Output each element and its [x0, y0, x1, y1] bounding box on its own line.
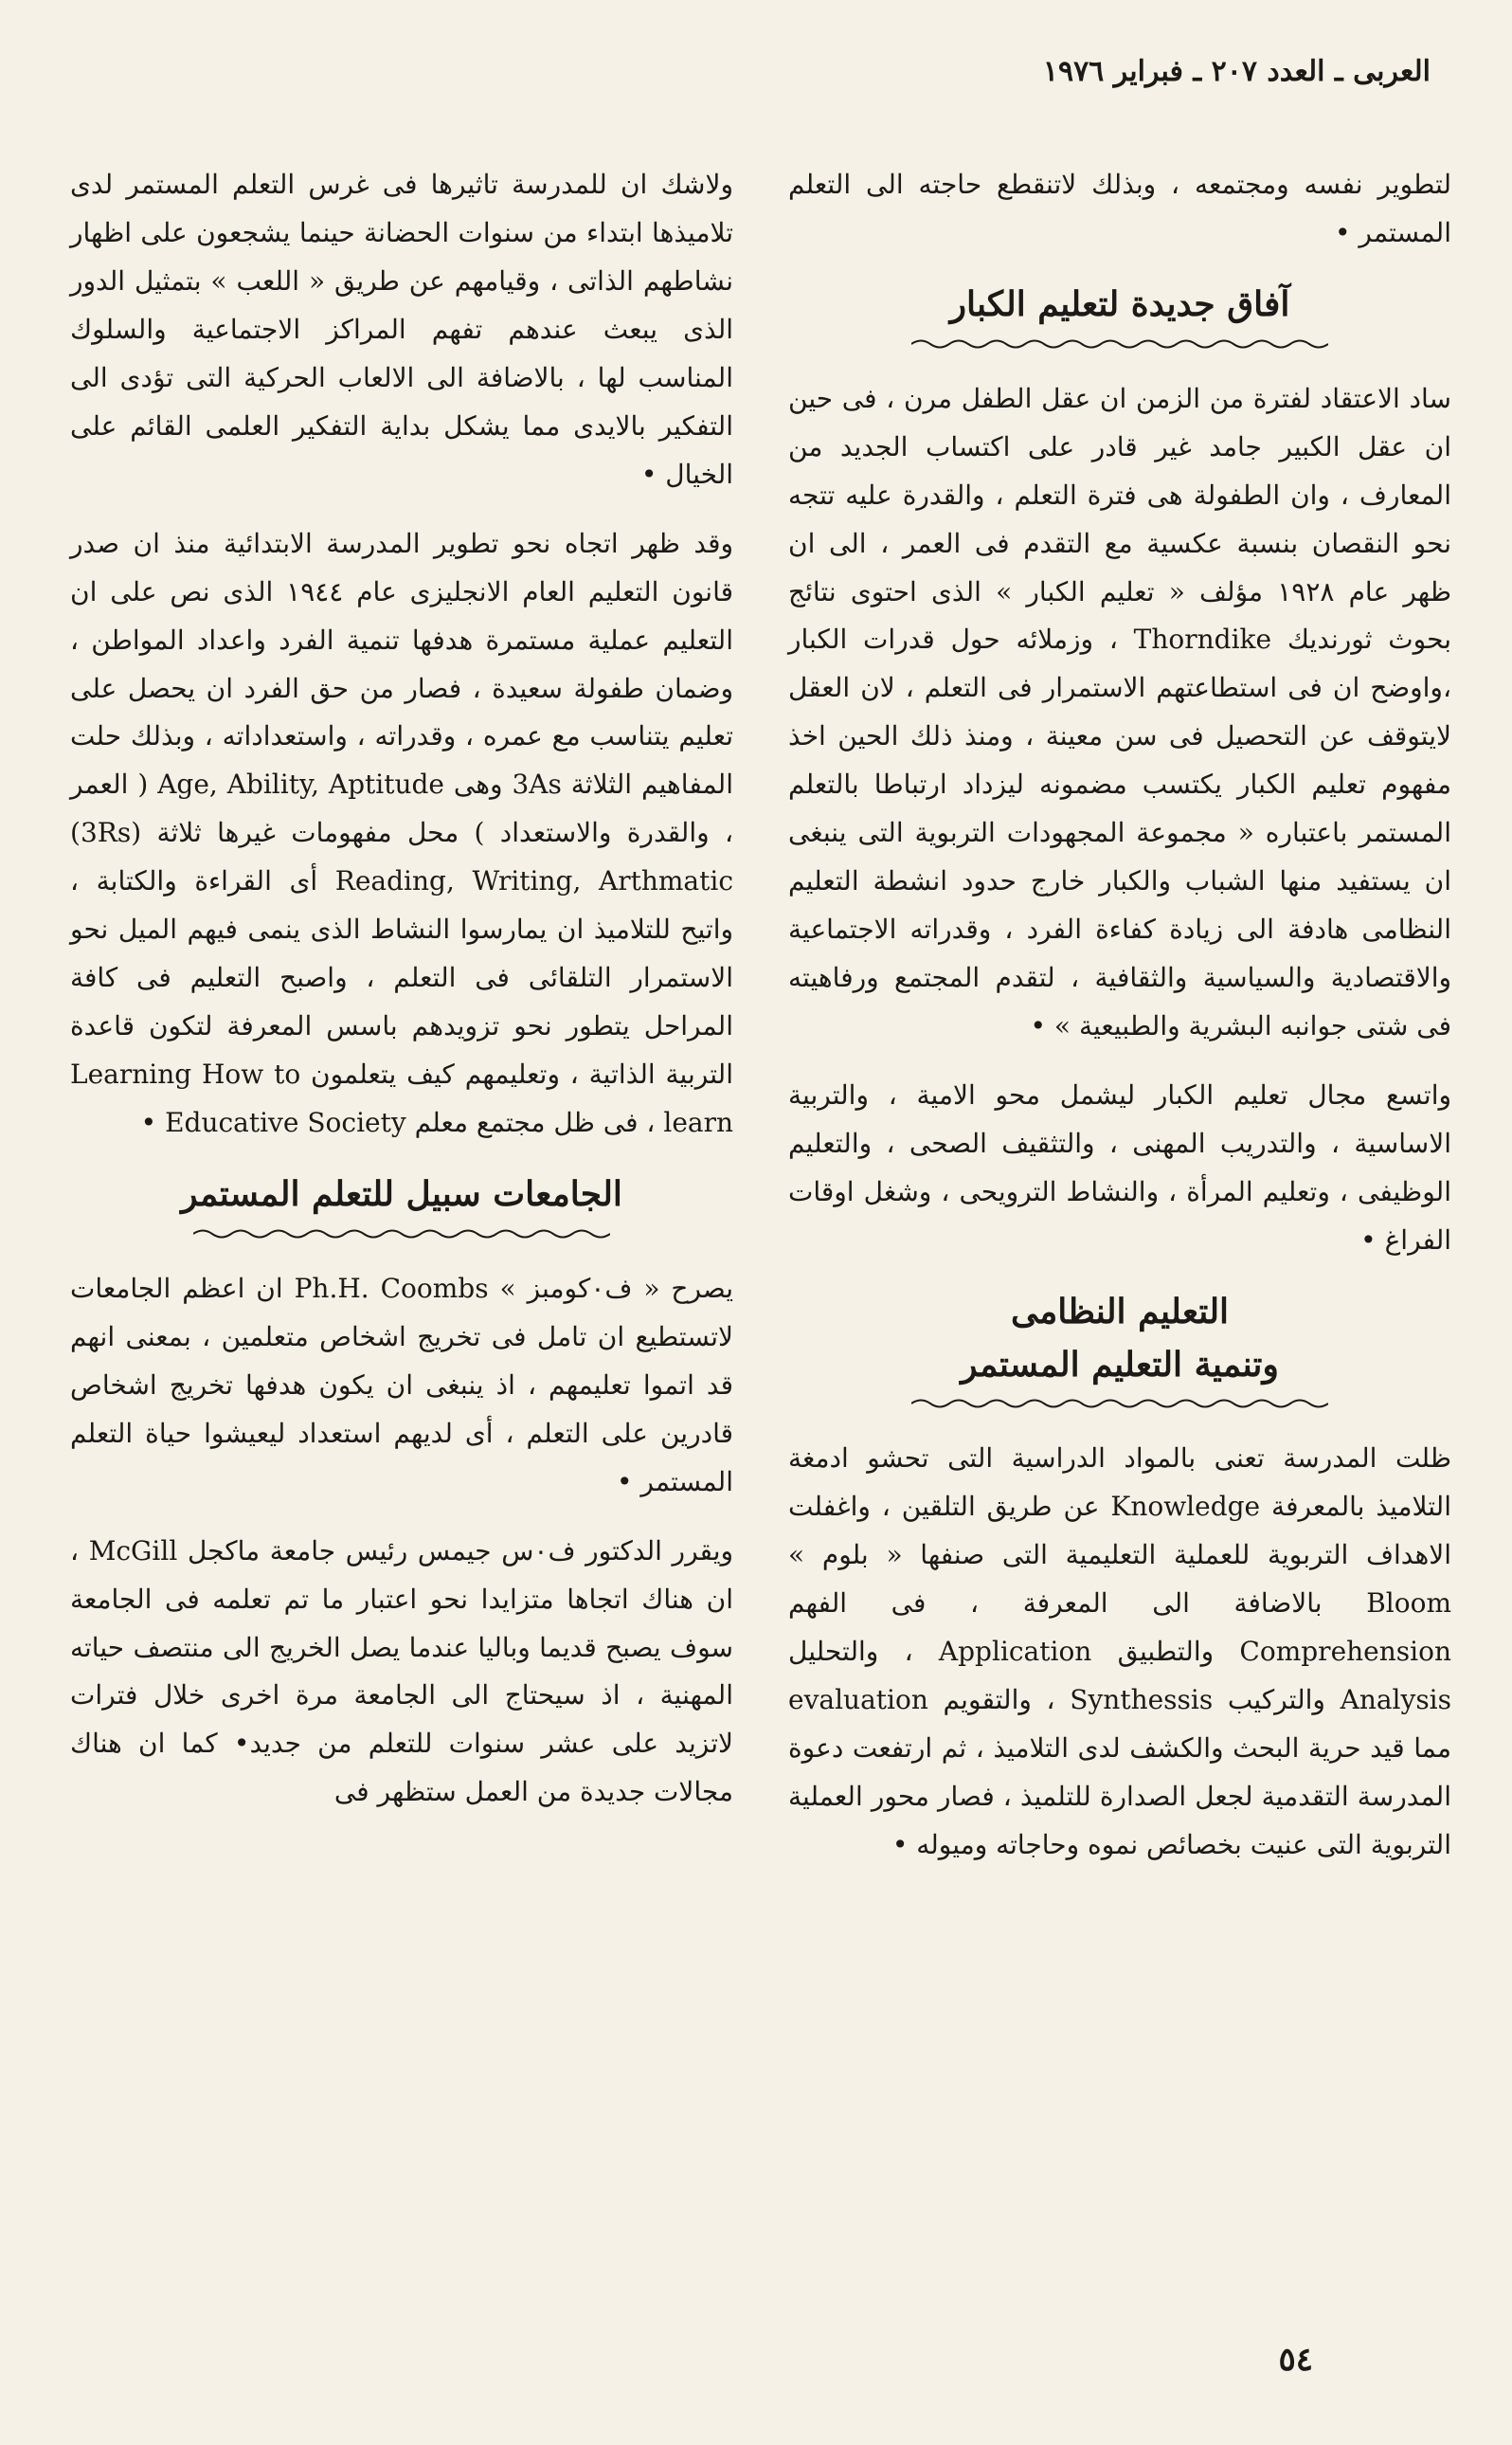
- wavy-underline: [193, 1227, 610, 1241]
- wavy-underline: [911, 1397, 1328, 1410]
- heading-line-2: وتنمية التعليم المستمر: [961, 1344, 1279, 1385]
- left-paragraph-2: وقد ظهر اتجاه نحو تطوير المدرسة الابتدائية منذ ان صدر قانون التعليم العام الانجليزى عام ١٩٤٤ الذى نص على ان التعليم عملية مستمرة هدفها تنمية الفرد واعداد المواطن ، وضمان طفولة سعيدة ، فصار من حق الفرد ان يحصل على تعليم يتناسب مع عمره ، وقدراته ، واستعداداته ، وبذلك حلت المفاهيم الثلاثة 3As وهى Age, Ability, Aptitude ( العمر ، والقدرة والاستعداد ) محل مفهومات غيرها ثلاثة (3Rs) Reading, Writing, Arthmatic أى القراءة والكتابة ، واتيح للتلاميذ ان يمارسوا النشاط الذى ينمى فيهم الميل نحو الاستمرار التلقائى فى التعلم ، واصبح التعليم فى كافة المراحل يتطور نحو تزويدهم باسس المعرفة لتكون قاعدة التربية الذاتية ، وتعليمهم كيف يتعلمون Learning How to learn ، فى ظل مجتمع معلم Educative Society •: [70, 527, 733, 1139]
- wavy-underline: [911, 337, 1328, 351]
- running-head: العربى ـ العدد ٢٠٧ ـ فبراير ١٩٧٦: [1042, 55, 1431, 88]
- heading-text: آفاق جديدة لتعليم الكبار: [949, 283, 1290, 324]
- right-intro-paragraph: لتطوير نفسه ومجتمعه ، وبذلك لاتنقطع حاجته الى التعلم المستمر •: [788, 169, 1451, 248]
- heading-text: الجامعات سبيل للتعلم المستمر: [181, 1174, 622, 1215]
- heading-line-1: التعليم النظامى: [1010, 1291, 1230, 1331]
- right-paragraph-2: واتسع مجال تعليم الكبار ليشمل محو الامية ، والتربية الاساسية ، والتدريب المهنى ، والتثقيف الصحى ، والتعليم الوظيفى ، وتعليم المرأة ، والنشاط الترويحى ، وشغل اوقات الفراغ •: [788, 1079, 1451, 1256]
- left-paragraph-1: ولاشك ان للمدرسة تاثيرها فى غرس التعلم المستمر لدى تلاميذها ابتداء من سنوات الحضانة حينما يشجعون على اظهار نشاطهم الذاتى ، وقيامهم عن طريق « اللعب » بتمثيل الدور الذى يبعث عندهم تفهم المراكز الاجتماعية والسلوك المناسب لها ، بالاضافة الى الالعاب الحركية التى تؤدى الى التفكير بالايدى مما يشكل بداية التفكير العلمى القائم على الخيال •: [70, 169, 733, 490]
- right-column: [788, 161, 1451, 1891]
- left-paragraph-3: يصرح « ف٠كومبز » Ph.H. Coombs ان اعظم الجامعات لاتستطيع ان تامل فى تخريج اشخاص متعلمين ، بمعنى انهم قد اتموا تعليمهم ، اذ ينبغى ان يكون هدفها تخريج اشخاص قادرين على التعلم ، أى لديهم استعداد ليعيشوا حياة التعلم المستمر •: [70, 1272, 733, 1497]
- left-column: [70, 161, 733, 1838]
- right-paragraph-3: ظلت المدرسة تعنى بالمواد الدراسية التى تحشو ادمغة التلاميذ بالمعرفة Knowledge عن طريق التلقين ، واغفلت الاهداف التربوية للعملية التعليمية التى صنفها « بلوم » Bloom بالاضافة الى المعرفة ، فى الفهم Comprehension والتطبيق Application ، والتحليل Analysis والتركيب Synthessis ، والتقويم evaluation مما قيد حرية البحث والكشف لدى التلاميذ ، ثم ارتفعت دعوة المدرسة التقدمية لجعل الصدارة للتلميذ ، فصار محور العملية التربوية التى عنيت بخصائص نموه وحاجاته وميوله •: [788, 1442, 1452, 1861]
- section-heading-formal-education: [788, 1286, 1451, 1411]
- section-heading-adult-education: [788, 279, 1451, 351]
- right-paragraph-1: ساد الاعتقاد لفترة من الزمن ان عقل الطفل مرن ، فى حين ان عقل الكبير جامد غير قادر على اكتساب الجديد من المعارف ، وان الطفولة هى فترة التعلم ، والقدرة عليه تتجه نحو النقصان بنسبة عكسية مع التقدم فى العمر ، الى ان ظهر عام ١٩٢٨ مؤلف « تعليم الكبار » الذى احتوى نتائج بحوث ثورنديك Thorndike ، وزملائه حول قدرات الكبار ،واوضح ان فى استطاعتهم الاستمرار فى التعلم ، لان العقل لايتوقف عن التحصيل فى سن معينة ، ومنذ ذلك الحين اخذ مفهوم تعليم الكبار يكتسب مضمونه ليزداد ارتباطا بالتعلم المستمر باعتباره « مجموعة المجهودات التربوية التى ينبغى ان يستفيد منها الشباب والكبار خارج حدود انشطة التعليم النظامى هادفة الى زيادة كفاءة الفرد ، وقدراته الاجتماعية والاقتصادية والسياسية والثقافية ، لتقدم المجتمع ورفاهيته فى شتى جوانبه البشرية والطبيعية » •: [788, 382, 1452, 1042]
- left-paragraph-4: ويقرر الدكتور ف٠س جيمس رئيس جامعة ماكجل McGill ، ان هناك اتجاها متزايدا نحو اعتبار ما تم تعلمه فى الجامعة سوف يصبح قديما وباليا عندما يصل الخريج الى منتصف حياته المهنية ، اذ سيحتاج الى الجامعة مرة اخرى خلال فترات لاتزيد على عشر سنوات للتعلم من جديد• كما ان هناك مجالات جديدة من العمل ستظهر فى: [70, 1534, 734, 1808]
- page-number: ٥٤: [1278, 2341, 1313, 2379]
- section-heading-universities: [70, 1168, 733, 1241]
